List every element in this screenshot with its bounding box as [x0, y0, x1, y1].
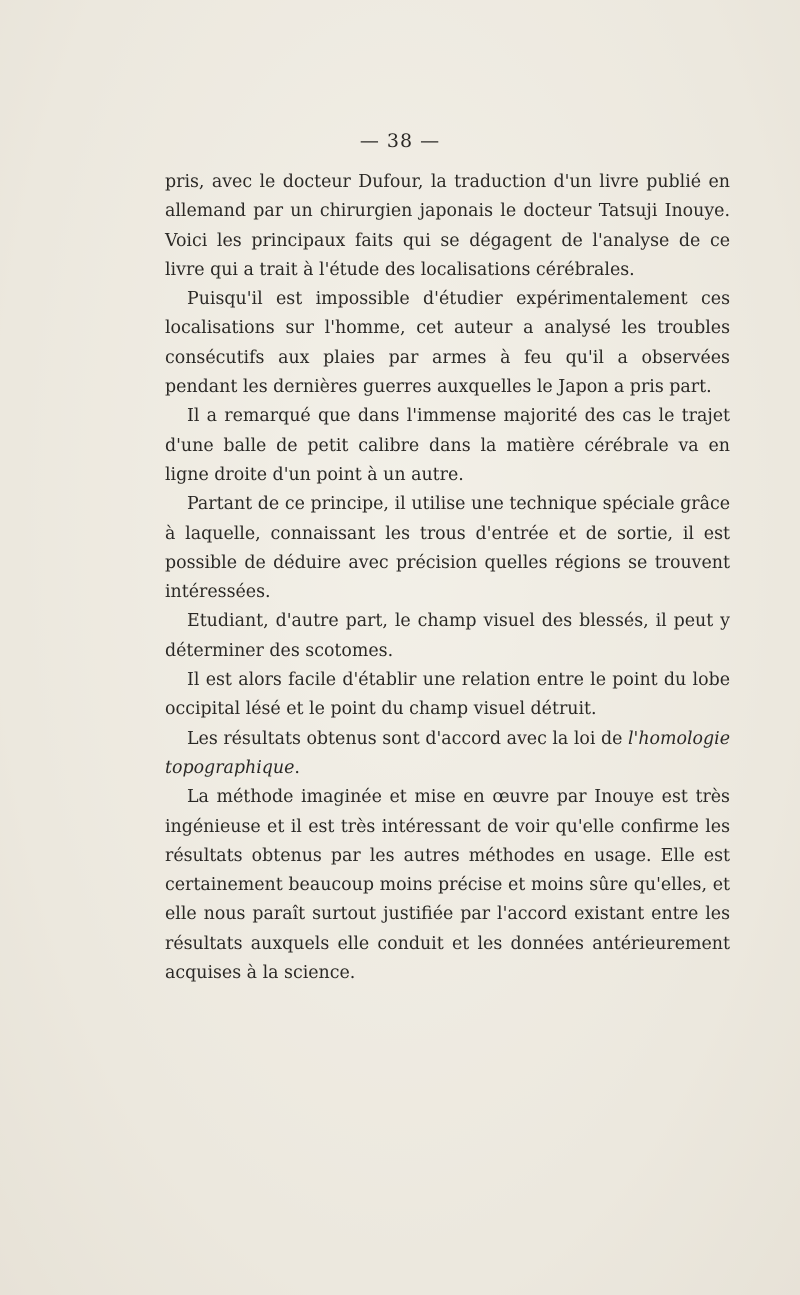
paragraph-4: Partant de ce principe, il utilise une technique spéciale grâce à laquelle, connaissant les trous d'entrée et de sortie, il est possible de déduire avec précision quelles régions se trouvent intéressées. [165, 494, 730, 603]
body-text [165, 168, 730, 988]
paragraph-7 [165, 725, 730, 784]
paragraph-1: pris, avec le docteur Dufour, la traduction d'un livre publié en allemand par un chirurgien japonais le docteur Tatsuji Inouye. Voici les principaux faits qui se dégagent de l'analyse de ce livre qui a trait à l'étude des localisations cérébrales. [165, 172, 730, 280]
paragraph-8: La méthode imaginée et mise en œuvre par Inouye est très ingénieuse et il est très intéressant de voir qu'elle confirme les résultats obtenus par les autres méthodes en usage. Elle est certainement beaucoup moins précise et moins sûre qu'elles, et elle nous paraît surtout justifiée par l'accord existant entre les résultats auxquels elle conduit et les données antérieurement acquises à la science. [165, 787, 730, 984]
paragraph-2: Puisqu'il est impossible d'étudier expérimentalement ces localisations sur l'homme, cet auteur a analysé les troubles consécutifs aux plaies par armes à feu qu'il a observées pendant les dernières guerres auxquelles le Japon a pris part. [165, 289, 730, 398]
paragraph-3: Il a remarqué que dans l'immense majorité des cas le trajet d'une balle de petit calibre dans la matière cérébrale va en ligne droite d'un point à un autre. [165, 406, 730, 485]
paragraph-6: Il est alors facile d'établir une relation entre le point du lobe occipital lésé et le point du champ visuel détruit. [165, 670, 730, 720]
paragraph-7-text-after: . [294, 757, 300, 778]
paragraph-5: Etudiant, d'autre part, le champ visuel des blessés, il peut y déterminer des scotomes. [165, 611, 730, 661]
paragraph-7-text-before: Les résultats obtenus sont d'accord avec la loi de [187, 728, 628, 749]
page-number: — 38 — [359, 130, 441, 152]
paragraph-7-italic-term: l'homologie topographique [165, 728, 730, 778]
